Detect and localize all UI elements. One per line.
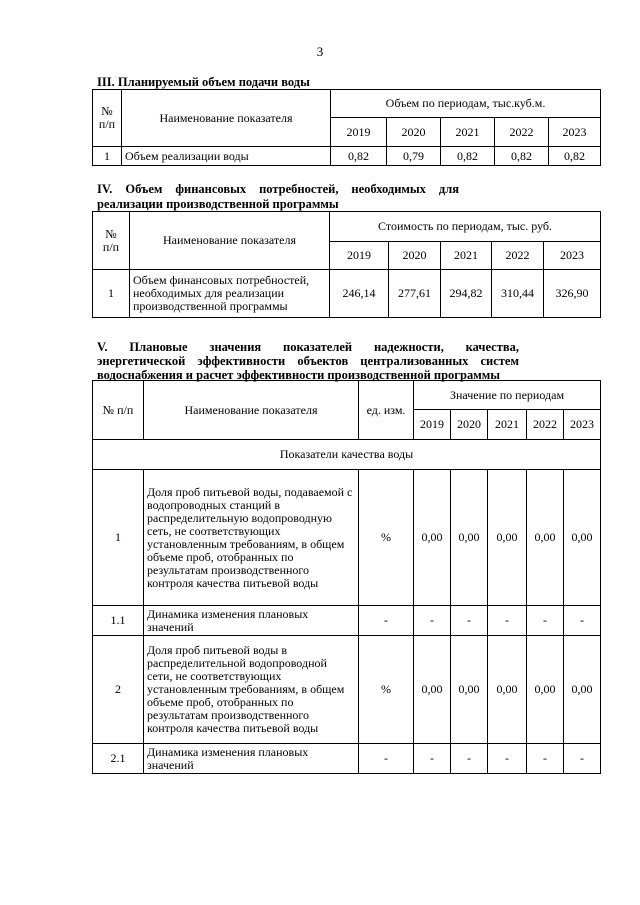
value-cell: 0,82 (495, 147, 549, 166)
value-cell: - (564, 606, 601, 636)
header-name: Наименование показателя (122, 90, 331, 147)
section-4-title-line1: IV. Объем финансовых потребностей, необходимых для (97, 182, 459, 196)
value-cell: - (451, 744, 488, 774)
value-cell: - (488, 606, 527, 636)
row-name: Объем финансовых потребностей, необходимых для реализации производственной программы (130, 270, 330, 318)
row-name: Динамика изменения плановых значений (144, 606, 359, 636)
table-row (93, 606, 601, 636)
row-num: 2.1 (93, 744, 144, 774)
value-cell: 0,00 (527, 470, 564, 606)
value-cell: 0,00 (488, 470, 527, 606)
row-name: Доля проб питьевой воды в распределительной водопроводной сети, не соответствующих установленным требованиям, в общем объеме проб, отобранных по результатам производственного контроля качества питьевой воды (144, 636, 359, 744)
year-cell: 2019 (330, 242, 389, 270)
row-name: Доля проб питьевой воды, подаваемой с водопроводных станций в распределительную водопроводную сеть, не соответствующих установленным требованиям, в общем объеме проб, отобранных по результатам производственного контроля качества питьевой воды (144, 470, 359, 606)
header-name: Наименование показателя (144, 381, 359, 440)
row-name: Динамика изменения плановых значений (144, 744, 359, 774)
page-number: 3 (316, 44, 324, 59)
year-cell: 2023 (549, 118, 601, 147)
year-cell: 2023 (544, 242, 601, 270)
year-cell: 2020 (387, 118, 441, 147)
value-cell: 0,00 (414, 636, 451, 744)
year-cell: 2020 (451, 410, 488, 440)
section-5-title-line1: V. Плановые значения показателей надежности, качества, (97, 340, 519, 354)
header-name: Наименование показателя (130, 212, 330, 270)
row-unit: - (359, 744, 414, 774)
header-periods: Стоимость по периодам, тыс. руб. (330, 212, 601, 242)
year-cell: 2022 (492, 242, 544, 270)
value-cell: 0,00 (451, 470, 488, 606)
value-cell: - (527, 744, 564, 774)
value-cell: 0,00 (414, 470, 451, 606)
year-cell: 2022 (495, 118, 549, 147)
year-cell: 2022 (527, 410, 564, 440)
value-cell: 326,90 (544, 270, 601, 318)
section-4-title-line2: реализации производственной программы (97, 197, 339, 211)
value-cell: 0,00 (564, 636, 601, 744)
value-cell: 246,14 (330, 270, 389, 318)
table-row (93, 270, 601, 318)
row-num: 2 (93, 636, 144, 744)
value-cell: - (488, 744, 527, 774)
value-cell: 0,82 (549, 147, 601, 166)
row-unit: % (359, 470, 414, 606)
value-cell: - (527, 606, 564, 636)
value-cell: - (414, 744, 451, 774)
year-cell: 2019 (331, 118, 387, 147)
value-cell: 0,79 (387, 147, 441, 166)
value-cell: 0,82 (441, 147, 495, 166)
value-cell: 310,44 (492, 270, 544, 318)
section-3-title: III. Планируемый объем подачи воды (97, 75, 310, 89)
header-num: № п/п (93, 90, 122, 147)
group-label: Показатели качества воды (93, 440, 601, 470)
table-row (93, 147, 601, 166)
financial-needs-table (92, 211, 601, 318)
table-row (93, 470, 601, 606)
row-num: 1 (93, 270, 130, 318)
year-cell: 2021 (488, 410, 527, 440)
header-num: № п/п (93, 381, 144, 440)
value-cell: - (564, 744, 601, 774)
table-row (93, 744, 601, 774)
row-num: 1.1 (93, 606, 144, 636)
year-cell: 2021 (441, 118, 495, 147)
year-cell: 2023 (564, 410, 601, 440)
year-cell: 2021 (441, 242, 492, 270)
header-periods: Значение по периодам (414, 381, 601, 410)
header-periods: Объем по периодам, тыс.куб.м. (331, 90, 601, 118)
value-cell: 0,82 (331, 147, 387, 166)
water-supply-table (92, 89, 601, 166)
value-cell: 277,61 (389, 270, 441, 318)
header-unit: ед. изм. (359, 381, 414, 440)
value-cell: 294,82 (441, 270, 492, 318)
table-row (93, 636, 601, 744)
year-cell: 2020 (389, 242, 441, 270)
value-cell: - (414, 606, 451, 636)
section-5-title-line2: энергетической эффективности объектов централизованных систем (97, 354, 519, 368)
value-cell: 0,00 (527, 636, 564, 744)
value-cell: 0,00 (564, 470, 601, 606)
row-unit: % (359, 636, 414, 744)
row-unit: - (359, 606, 414, 636)
row-num: 1 (93, 147, 122, 166)
year-cell: 2019 (414, 410, 451, 440)
row-num: 1 (93, 470, 144, 606)
quality-indicators-table (92, 380, 601, 774)
value-cell: 0,00 (488, 636, 527, 744)
section-5-title-line3: водоснабжения и расчет эффективности производственной программы (97, 368, 500, 382)
row-name: Объем реализации воды (122, 147, 331, 166)
value-cell: 0,00 (451, 636, 488, 744)
value-cell: - (451, 606, 488, 636)
header-num: № п/п (93, 212, 130, 270)
